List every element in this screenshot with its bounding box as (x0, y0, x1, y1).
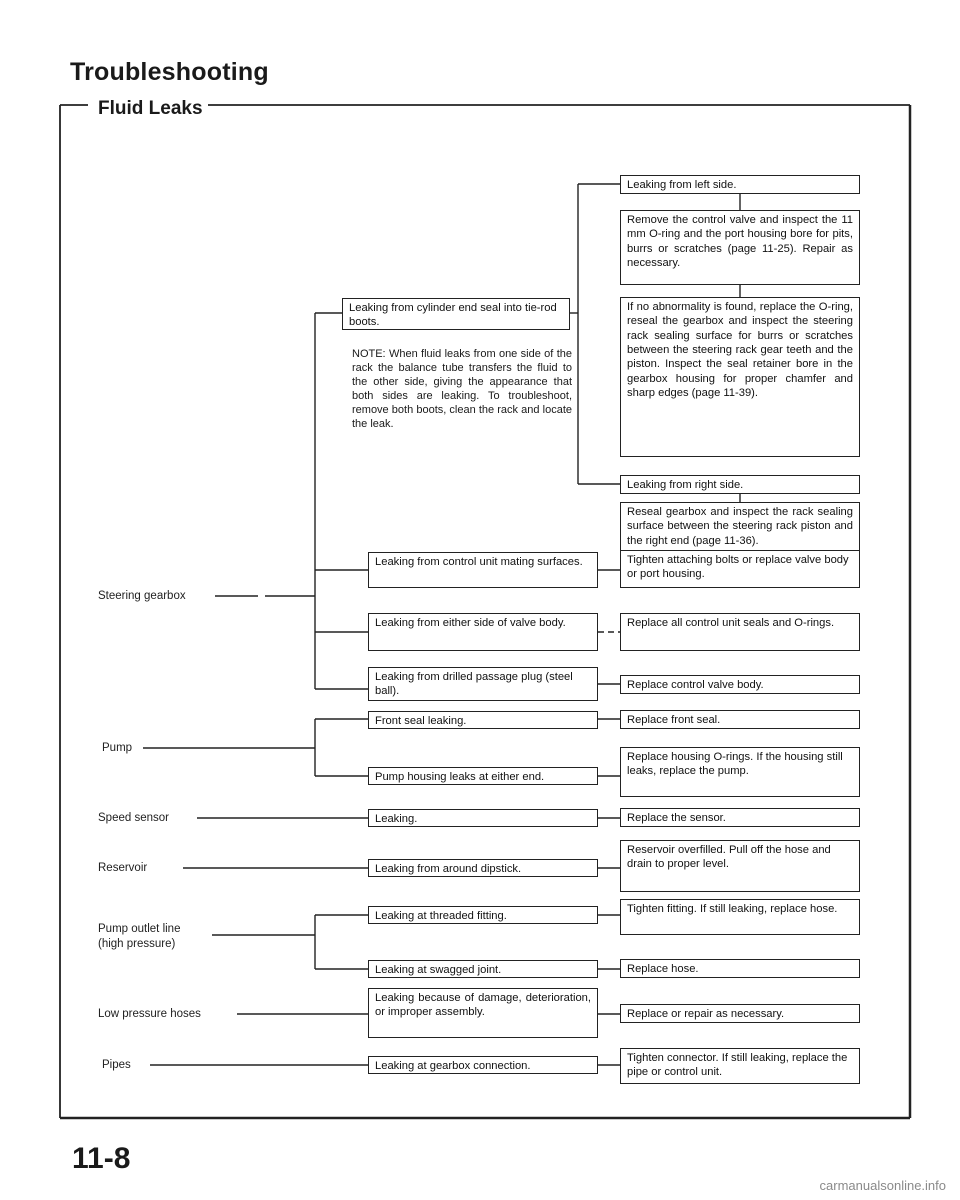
source-pump: Pump (102, 742, 133, 754)
condition-threaded-fitting: Leaking at threaded fitting. (368, 906, 598, 924)
source-steering-gearbox: Steering gearbox (98, 590, 186, 602)
note-text: NOTE: When fluid leaks from one side of the rack the balance tube transfers the fluid to the other side, giving the appearance that both sides are leaking. To troubleshoot, remove both boots, clean the rack and locate the leak. (352, 348, 572, 430)
watermark: carmanualsonline.info (819, 1178, 946, 1193)
condition-swagged-joint: Leaking at swagged joint. (368, 960, 598, 978)
condition-gearbox-connection: Leaking at gearbox connection. (368, 1056, 598, 1074)
source-reservoir: Reservoir (98, 862, 148, 874)
source-speed-sensor: Speed sensor (98, 812, 169, 824)
page-title: Troubleshooting (70, 58, 269, 86)
action-replace-or-repair: Replace or repair as necessary. (620, 1004, 860, 1023)
condition-left-side: Leaking from left side. (620, 175, 860, 194)
action-replace-front-seal: Replace front seal. (620, 710, 860, 729)
condition-pump-housing: Pump housing leaks at either end. (368, 767, 598, 785)
action-left-side-replace: If no abnormality is found, replace the O-ring, reseal the gearbox and inspect the steering rack sealing surface for burrs or scratches between the steering rack gear teeth and the piston. Inspect the seal retainer bore in the gearbox housing for proper chamfer and sharp edges (page 11-39). (620, 297, 860, 457)
condition-speed-sensor-leak: Leaking. (368, 809, 598, 827)
action-tighten-bolts: Tighten attaching bolts or replace valve body or port housing. (620, 550, 860, 588)
condition-right-side: Leaking from right side. (620, 475, 860, 494)
condition-control-unit-mating: Leaking from control unit mating surfaces. (368, 552, 598, 588)
source-pipes: Pipes (102, 1059, 131, 1071)
action-tighten-connector: Tighten connector. If still leaking, replace the pipe or control unit. (620, 1048, 860, 1084)
action-replace-hose: Replace hose. (620, 959, 860, 978)
action-left-side-inspect: Remove the control valve and inspect the 11 mm O-ring and the port housing bore for pits, burrs or scratches (page 11-25). Repair as necessary. (620, 210, 860, 285)
source-pump-outlet-line: Pump outlet line (high pressure) (98, 923, 181, 950)
condition-damage: Leaking because of damage, deterioration, or improper assembly. (368, 988, 598, 1038)
condition-drilled-passage-plug: Leaking from drilled passage plug (steel ball). (368, 667, 598, 701)
condition-cylinder-end-seal: Leaking from cylinder end seal into tie-rod boots. (342, 298, 570, 330)
page-number: 11-8 (72, 1142, 131, 1175)
action-replace-housing-orings: Replace housing O-rings. If the housing still leaks, replace the pump. (620, 747, 860, 797)
condition-valve-body-side: Leaking from either side of valve body. (368, 613, 598, 651)
action-replace-control-valve: Replace control valve body. (620, 675, 860, 694)
action-tighten-fitting: Tighten fitting. If still leaking, replace hose. (620, 899, 860, 935)
section-title: Fluid Leaks (95, 98, 206, 120)
condition-front-seal: Front seal leaking. (368, 711, 598, 729)
action-replace-sensor: Replace the sensor. (620, 808, 860, 827)
source-low-pressure-hoses: Low pressure hoses (98, 1008, 201, 1020)
action-right-side-reseal: Reseal gearbox and inspect the rack sealing surface between the steering rack piston and the right end (page 11-36). (620, 502, 860, 562)
condition-dipstick: Leaking from around dipstick. (368, 859, 598, 877)
action-replace-control-seals: Replace all control unit seals and O-rings. (620, 613, 860, 651)
action-reservoir-overfilled: Reservoir overfilled. Pull off the hose and drain to proper level. (620, 840, 860, 892)
